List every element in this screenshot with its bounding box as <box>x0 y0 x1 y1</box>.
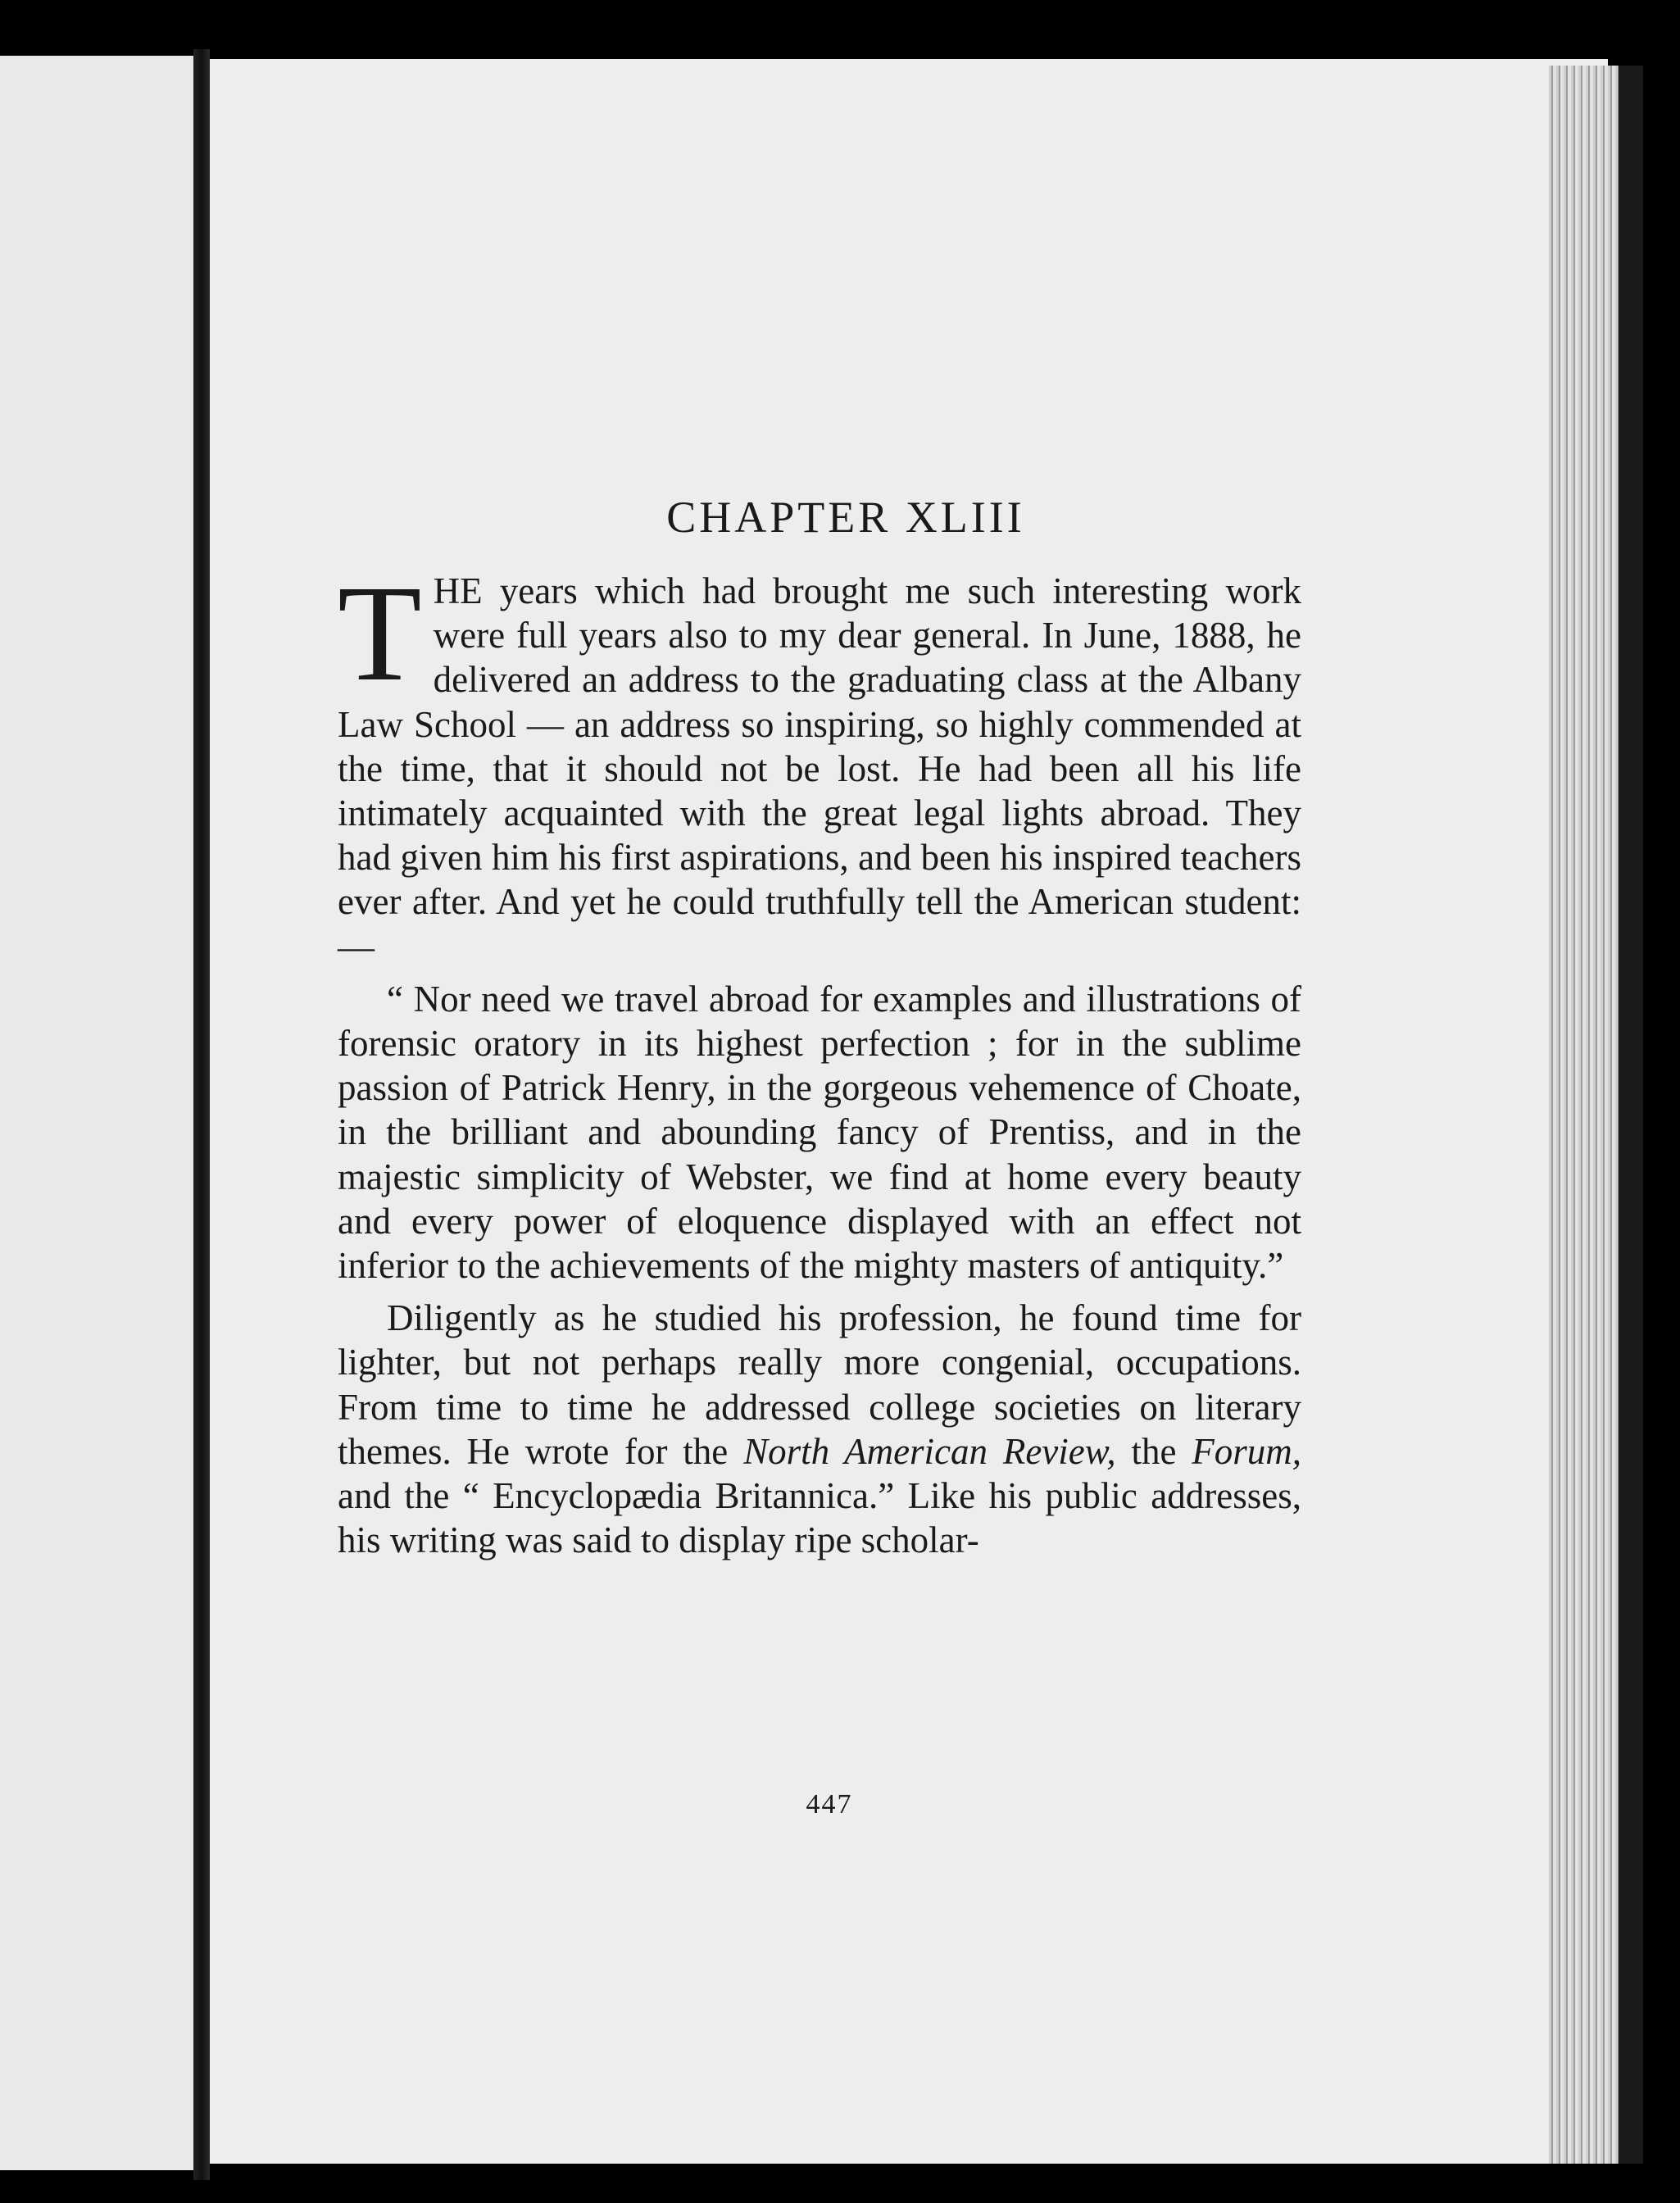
italic-title-forum: Forum, <box>1192 1430 1301 1472</box>
page-edge <box>1549 66 1624 2164</box>
drop-cap: T <box>338 557 422 710</box>
book-gutter <box>193 49 210 2180</box>
quotation-paragraph: “ Nor need we travel abroad for examples and illustrations of forensic oratory in its highest perfection ; for in the sublime passion of Patrick Henry, in the gorgeous vehemence of Choate, in the brilliant and abounding fancy of Prentiss, and in the majestic simplicity of Webster, we find at home every beauty and every power of eloquence displayed with an effect not inferior to the achievements of the mighty masters of antiquity.” <box>338 978 1301 1287</box>
paragraph-1-text: HE years which had brought me such interesting work were full years also to my dear general. In June, 1888, he delivered an address to the graduating class at the Albany Law School — an address so inspiring, so highly commended at the time, that it should not be lost. He had been all his life intimately acquainted with the great legal lights abroad. They had given him his first aspirations, and been his inspired teachers ever after. And yet he could truthfully tell the American student: — <box>338 570 1301 967</box>
text-block <box>338 492 1301 1819</box>
paragraph-3-text-a: Diligently as he studied his profession, he found time for lighter, but not perhaps really more congenial, occupations. From time to time he addressed college societies on literary themes. He wrote for the <box>338 1297 1301 1472</box>
chapter-title: CHAPTER XLIII <box>666 493 1025 542</box>
paragraph-1 <box>338 557 1301 969</box>
paragraph-3-text-b: the <box>1115 1430 1192 1472</box>
edge-shadow <box>1619 66 1643 2164</box>
paragraph-3-text-c: and the “ Encyclopædia Britannica.” Like his public addresses, his writing was said to display ripe scholar- <box>338 1475 1301 1561</box>
left-page <box>0 56 193 2170</box>
paragraph-3 <box>338 1296 1301 1562</box>
page-number: 447 <box>806 1789 853 1819</box>
italic-title-review: North American Review, <box>743 1430 1116 1472</box>
